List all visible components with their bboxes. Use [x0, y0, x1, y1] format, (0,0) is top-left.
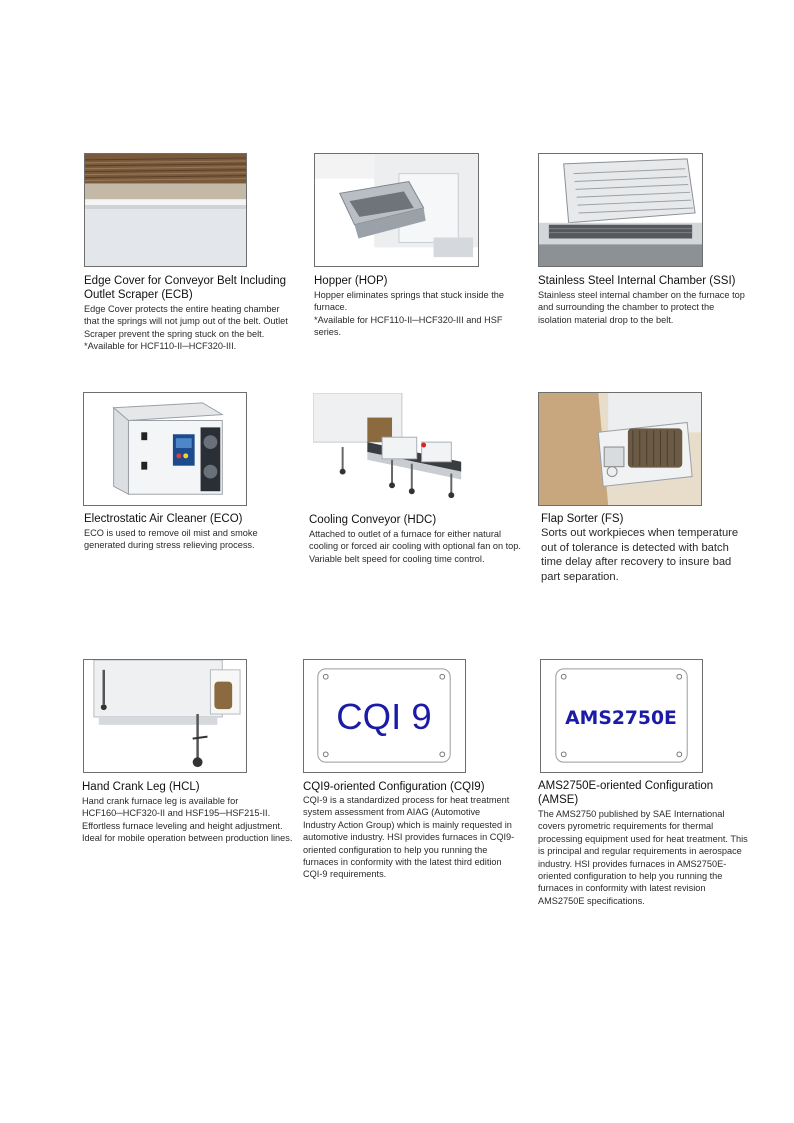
item-title: Electrostatic Air Cleaner (ECO): [84, 513, 243, 525]
item-description: [84, 527, 296, 552]
cqi9-plate: [303, 659, 466, 773]
item-description: [84, 303, 296, 353]
item-description: [309, 528, 521, 565]
cooling-conveyor-photo: [312, 392, 477, 506]
description-text: Sorts out workpieces when temperature out of tolerance is detected with batch time delay after recovery to insure bad part separation.: [541, 527, 739, 583]
item-description: [303, 794, 515, 881]
description-text: ECO is used to remove oil mist and smoke generated during stress relieving process.: [84, 528, 258, 551]
item-description: [314, 289, 524, 339]
item-title: AMS2750E-oriented Configuration (AMSE): [538, 780, 714, 806]
item-title: Cooling Conveyor (HDC): [309, 514, 437, 526]
item-description: [82, 795, 294, 845]
ams-plate-text: AMS2750E: [565, 707, 677, 729]
availability-note: *Available for HCF110-II─HCF320-III.: [84, 341, 237, 352]
item-title: Hand Crank Leg (HCL): [82, 781, 200, 793]
description-text: Hopper eliminates springs that stuck inside the furnace.: [314, 290, 504, 313]
availability-note: *Available for HCF110-II─HCF320-III and HSF series.: [314, 314, 503, 338]
item-title: Hopper (HOP): [314, 275, 388, 287]
stainless-chamber-photo: [538, 153, 703, 267]
hand-crank-leg-photo: [83, 659, 247, 773]
description-text: Stainless steel internal chamber on the furnace top and surrounding the chamber to protect the isolation material drop to the belt.: [538, 290, 745, 325]
item-title: Stainless Steel Internal Chamber (SSI): [538, 275, 736, 287]
air-cleaner-photo: [83, 392, 247, 506]
description-text: Attached to outlet of a furnace for either natural cooling or forced air cooling with optional fan on top. Variable belt speed for cooling time control.: [309, 529, 521, 564]
description-text: The AMS2750 published by SAE International covers pyrometric requirements for thermal processing equipment used for heat treatment. This is principal and regular requirements in aerospace industry. HSI provides furnaces in AMS2750E-oriented configuration to help you running the furnaces in conformity with latest revision AMS2750E specifications.: [538, 809, 748, 906]
cqi9-plate-text: CQI 9: [336, 695, 432, 737]
item-description: [538, 808, 750, 907]
hopper-photo: [314, 153, 479, 267]
description-text: CQI-9 is a standardized process for heat treatment system assessment from AIAG (Automotive Industry Action Group) which is mainly requested in automotive industry. HSI provides furnaces in CQI9-oriented configuration to help you running the furnaces in conformity with the latest third edition CQI-9 requirements.: [303, 795, 515, 880]
description-text: Hand crank furnace leg is available for HCF160─HCF320-II and HSF195─HSF215-II. Effortless furnace leveling and height adjustment. Ideal for mobile operation between production lines.: [82, 796, 293, 844]
ams2750e-plate: [540, 659, 703, 773]
item-description: [538, 289, 750, 326]
edge-cover-photo: [84, 153, 247, 267]
item-title: Edge Cover for Conveyor Belt Including Outlet Scraper (ECB): [84, 275, 286, 301]
flap-sorter-photo: [538, 392, 702, 506]
description-text: Edge Cover protects the entire heating chamber that the springs will not jump out of the belt. Outlet Scraper prevent the spring stuck on the belt.: [84, 304, 288, 339]
item-description: [541, 526, 753, 584]
item-title: Flap Sorter (FS): [541, 513, 624, 525]
item-title: CQI9-oriented Configuration (CQI9): [303, 781, 485, 793]
